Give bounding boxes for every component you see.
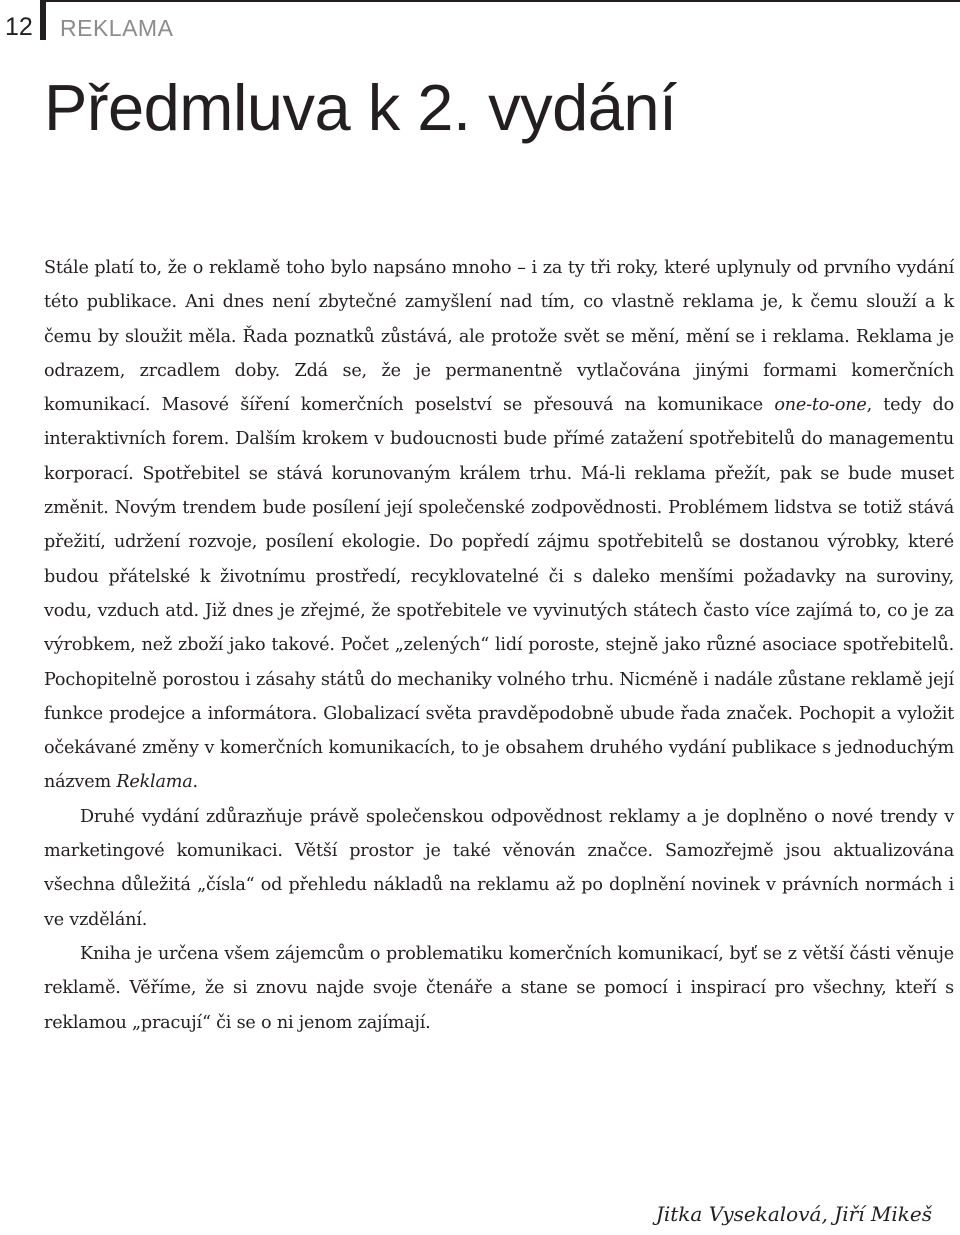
- paragraph-1-text-a: Stále platí to, že o reklamě toho bylo napsáno mnoho – i za ty tři roky, které uplynuly od prvního vydání této publikace. Ani dnes není zbytečné zamyšlení nad tím, co vlastně reklama je, k čemu slouží a k čemu by sloužit měla. Řada poznatků zůstává, ale protože svět se mění, mění se i reklama. Reklama je odrazem, zrcadlem doby. Zdá se, že je permanentně vytlačována jinými formami komerčních komunikací. Masové šíření komerčních poselství se přesouvá na komunikace: [44, 258, 954, 416]
- header-vertical-bar: [40, 0, 46, 40]
- paragraph-1-text-b: , tedy do interaktivních forem. Dalším krokem v budoucnosti bude přímé zatažení spotřebitelů do managementu korporací. Spotřebitel se stává korunovaným králem trhu. Má-li reklama přežít, pak se bude muset změnit. Novým trendem bude posílení její společenské zodpovědnosti. Problémem lidstva se totiž stává přežití, udržení rozvoje, posílení ekologie. Do popředí zájmu spotřebitelů se dostanou výrobky, které budou přátelské k životnímu prostředí, recyklovatelné či s daleko menšími požadavky na suroviny, vodu, vzduch atd. Již dnes je zřejmé, že spotřebitele ve vyvinutých státech často více zajímá to, co je za výrobkem, než zboží jako takové. Počet „zelených“ lidí poroste, stejně jako různé asociace spotřebitelů. Pochopitelně porostou i zásahy států do mechaniky volného trhu. Nicméně i nadále zůstane reklamě její funkce prodejce a informátora. Globalizací světa pravděpodobně ubude řada značek. Pochopit a vyložit očekávané změny v komerčních komunikacích, to je obsahem druhého vydání publikace s jednoduchým názvem: [44, 395, 954, 793]
- paragraph-1-text-c: .: [192, 772, 198, 793]
- page-title: Předmluva k 2. vydání: [44, 71, 677, 144]
- page-header: [0, 0, 960, 50]
- section-label: REKLAMA: [60, 15, 174, 41]
- signature-author-2: Jiří Mikeš: [834, 1202, 932, 1226]
- page-number: 12: [5, 13, 33, 41]
- signature: [656, 1197, 932, 1231]
- header-rule: [46, 0, 960, 2]
- paragraph-3: Kniha je určena všem zájemcům o problematiku komerčních komunikací, byť se z větší části věnuje reklamě. Věříme, že si znovu najde svoje čtenáře a stane se pomocí i inspirací pro všechny, kteří s reklamou „pracují“ či se o ni jenom zajímají.: [44, 943, 954, 1033]
- paragraph-1-italic-a: one-to-one: [774, 395, 867, 416]
- signature-author-1: Jitka Vysekalová,: [655, 1202, 828, 1226]
- preface-body: [44, 251, 954, 1040]
- paragraph-1-italic-b: Reklama: [116, 772, 193, 793]
- paragraph-2: Druhé vydání zdůrazňuje právě společenskou odpovědnost reklamy a je doplněno o nové trendy v marketingové komunikaci. Větší prostor je také věnován značce. Samozřejmě jsou aktualizována všechna důležitá „čísla“ od přehledu nákladů na reklamu až po doplnění novinek v právních normách i ve vzdělání.: [44, 806, 954, 930]
- paragraph-1: [44, 251, 954, 800]
